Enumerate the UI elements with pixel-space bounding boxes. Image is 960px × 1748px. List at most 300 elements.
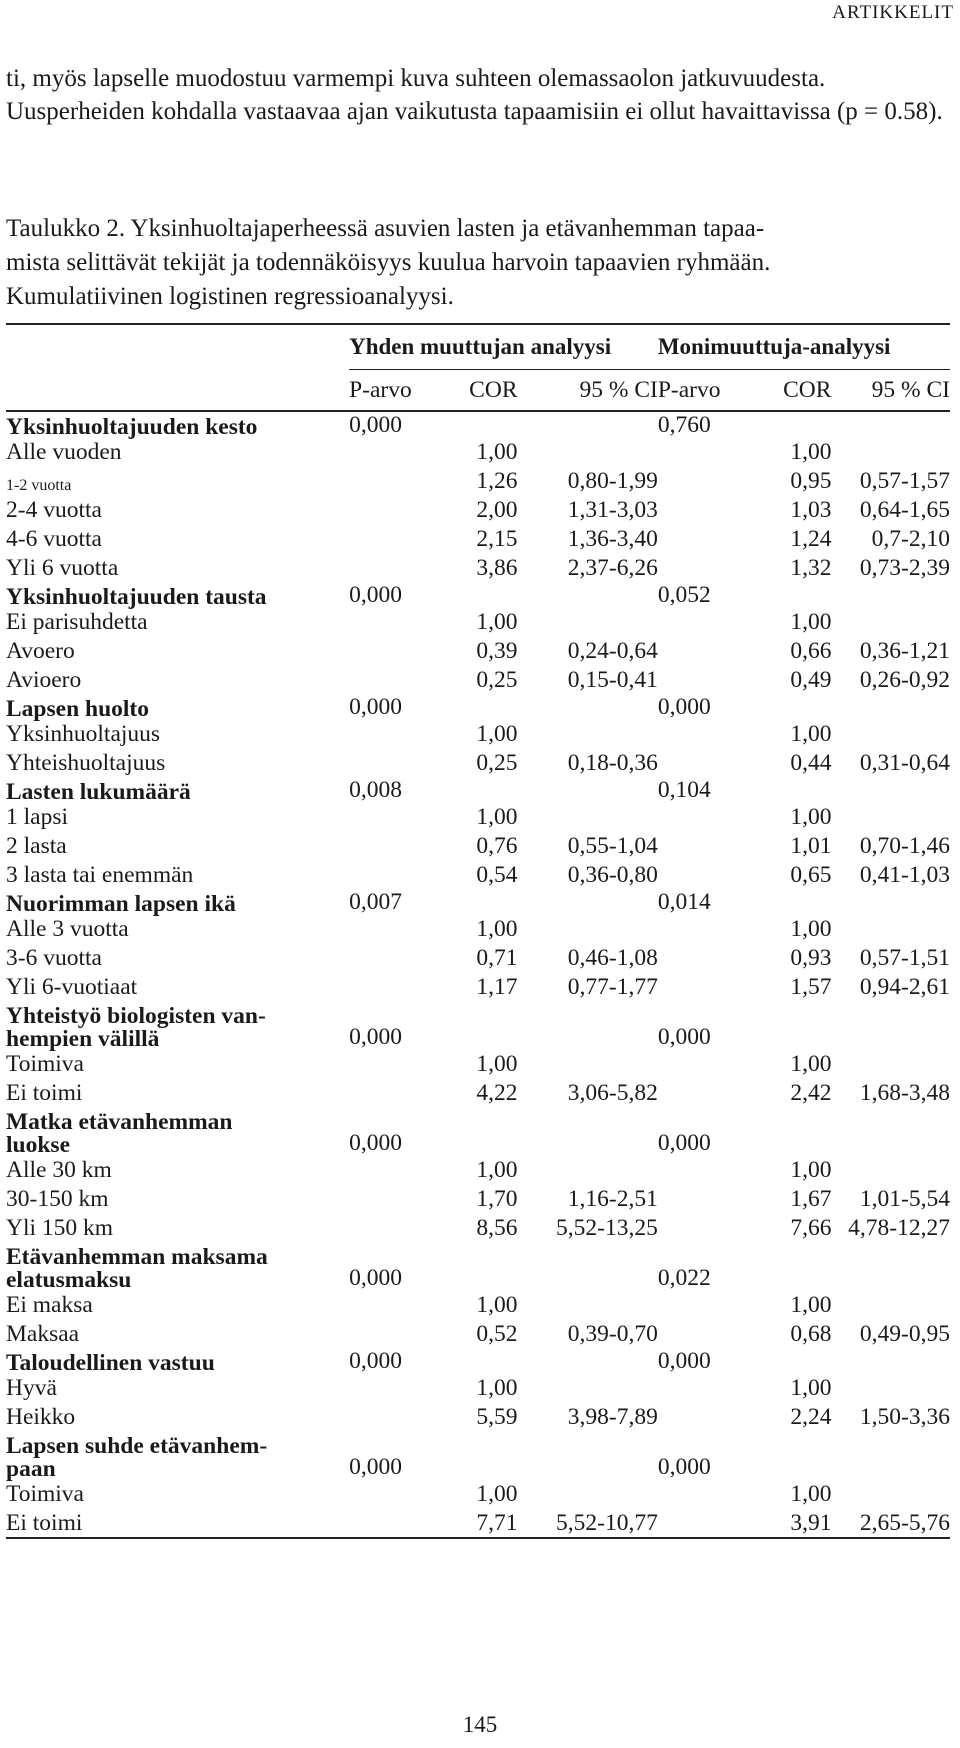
empty-cell	[831, 1107, 950, 1157]
empty-cell	[518, 411, 658, 439]
group-header-multivariate: Monimuuttuja-analyysi	[658, 324, 950, 370]
ci-multi: 0,7-2,10	[871, 526, 950, 552]
table-row	[6, 636, 950, 665]
ci-multi	[831, 1157, 950, 1184]
section-row	[6, 411, 950, 439]
ci-uni: 0,55-1,04	[567, 833, 658, 859]
empty-cell	[753, 582, 831, 609]
section-title-line: paan	[6, 1456, 56, 1482]
cor-multi: 3,91	[753, 1508, 831, 1538]
empty-cell	[658, 831, 754, 860]
table-body	[6, 411, 950, 1538]
ci-multi	[831, 1375, 950, 1402]
empty-cell	[349, 943, 448, 972]
table-row	[6, 439, 950, 466]
section-title: Yksinhuoltajuuden tausta	[6, 584, 267, 610]
cor-multi: 7,66	[790, 1215, 832, 1241]
section-title: Taloudellinen vastuu	[6, 1350, 215, 1376]
empty-cell	[349, 916, 448, 943]
table-row	[6, 860, 950, 889]
empty-cell	[831, 1242, 950, 1292]
ci-multi: 0,73-2,39	[859, 555, 950, 581]
p-value-uni: 0,000	[349, 412, 402, 438]
p-value-uni: 0,000	[349, 1348, 402, 1374]
section-title: Nuorimman lapsen ikä	[6, 891, 236, 917]
section-title: Lapsen huolto	[6, 696, 150, 722]
table-row	[6, 972, 950, 1001]
empty-cell	[518, 1431, 658, 1481]
section-row	[6, 889, 950, 916]
cor-multi: 1,00	[790, 1292, 832, 1318]
empty-cell	[349, 860, 448, 889]
section-tag: ARTIKKELIT	[832, 2, 954, 23]
empty-cell	[658, 804, 754, 831]
empty-cell	[658, 721, 754, 748]
empty-cell	[831, 694, 950, 721]
empty-cell	[831, 1348, 950, 1375]
table-caption	[6, 212, 954, 314]
section-title-line: hempien välillä	[6, 1026, 160, 1052]
table-row	[6, 1184, 950, 1213]
cor-uni: 1,00	[476, 721, 518, 747]
empty-cell	[658, 748, 754, 777]
cor-multi: 1,01	[790, 833, 832, 859]
row-label: 4-6 vuotta	[6, 526, 102, 552]
ci-uni: 1,16-2,51	[567, 1186, 658, 1212]
empty-cell	[349, 636, 448, 665]
ci-uni: 0,24-0,64	[567, 638, 658, 664]
ci-multi: 0,57-1,57	[859, 468, 950, 494]
p-value-uni: 0,000	[349, 1454, 402, 1480]
p-value-multi: 0,022	[657, 1265, 711, 1291]
empty-cell	[518, 889, 658, 916]
cor-multi: 0,65	[790, 862, 832, 888]
cor-multi: 1,00	[790, 1157, 832, 1183]
page-number: 145	[462, 1712, 498, 1737]
table-row	[6, 466, 950, 495]
cor-uni: 0,52	[476, 1321, 518, 1347]
table-row	[6, 553, 950, 582]
ci-uni	[518, 804, 658, 831]
cor-uni: 1,00	[476, 1292, 518, 1318]
empty-cell	[349, 1319, 448, 1348]
empty-cell	[658, 636, 754, 665]
row-label: Alle 30 km	[6, 1157, 112, 1183]
cor-uni: 1,00	[476, 1375, 518, 1401]
row-label: 1 lapsi	[6, 804, 69, 830]
row-label: Ei toimi	[6, 1080, 83, 1106]
row-label: Yli 6 vuotta	[6, 555, 119, 581]
ci-multi: 1,01-5,54	[859, 1186, 950, 1212]
section-row	[6, 1348, 950, 1375]
cor-uni: 1,00	[476, 804, 518, 830]
header-blank	[6, 370, 349, 412]
section-title-line: luokse	[6, 1132, 70, 1158]
empty-cell	[448, 889, 518, 916]
p-value-uni: 0,000	[349, 1024, 402, 1050]
table-row	[6, 1157, 950, 1184]
ci-uni: 1,36-3,40	[567, 526, 658, 552]
empty-cell	[658, 524, 754, 553]
cor-multi: 1,03	[790, 497, 832, 523]
cor-multi: 1,00	[790, 439, 832, 465]
cor-uni: 0,54	[476, 862, 518, 888]
table-row	[6, 524, 950, 553]
cor-uni: 7,71	[448, 1508, 518, 1538]
ci-uni: 1,31-3,03	[567, 497, 658, 523]
cor-multi: 1,00	[790, 1481, 832, 1507]
ci-multi: 0,94-2,61	[859, 974, 950, 1000]
p-value-uni: 0,008	[349, 777, 402, 803]
empty-cell	[349, 495, 448, 524]
cor-multi: 1,24	[790, 526, 832, 552]
ci-multi	[831, 439, 950, 466]
table-row	[6, 1508, 950, 1538]
section-title-line: Etävanhemman maksama	[6, 1244, 268, 1270]
ci-uni	[518, 609, 658, 636]
empty-cell	[658, 439, 754, 466]
empty-cell	[753, 1242, 831, 1292]
ci-multi: 0,31-0,64	[859, 750, 950, 776]
empty-cell	[349, 1184, 448, 1213]
col-header-p-multi: P-arvo	[658, 370, 754, 412]
empty-cell	[448, 1431, 518, 1481]
empty-cell	[658, 665, 754, 694]
empty-cell	[448, 411, 518, 439]
caption-line: Kumulatiivinen logistinen regressioanalyysi.	[6, 283, 454, 310]
row-label: Hyvä	[6, 1375, 57, 1401]
p-value-uni: 0,000	[349, 1130, 402, 1156]
col-header-p-uni: P-arvo	[349, 370, 448, 412]
empty-cell	[658, 466, 754, 495]
col-header-cor-uni: COR	[448, 370, 518, 412]
ci-uni: 0,15-0,41	[567, 667, 658, 693]
empty-cell	[518, 777, 658, 804]
section-row	[6, 1242, 950, 1292]
p-value-uni: 0,000	[349, 1265, 402, 1291]
ci-multi	[831, 721, 950, 748]
ci-multi	[831, 916, 950, 943]
ci-multi: 0,26-0,92	[859, 667, 950, 693]
p-value-multi: 0,000	[657, 1024, 711, 1050]
ci-multi: 0,36-1,21	[859, 638, 950, 664]
empty-cell	[658, 553, 754, 582]
empty-cell	[448, 1001, 518, 1051]
empty-cell	[658, 1078, 754, 1107]
empty-cell	[518, 1348, 658, 1375]
row-label: Heikko	[6, 1404, 76, 1430]
ci-uni	[518, 439, 658, 466]
empty-cell	[658, 1481, 754, 1508]
section-row	[6, 777, 950, 804]
section-title	[6, 1242, 349, 1292]
table-row	[6, 1481, 950, 1508]
p-value-multi: 0,104	[657, 777, 711, 803]
caption-line: Taulukko 2. Yksinhuoltajaperheessä asuvien lasten ja etävanhemman tapaa-	[6, 215, 765, 242]
table-row	[6, 1319, 950, 1348]
empty-cell	[658, 860, 754, 889]
col-header-ci-uni: 95 % CI	[518, 370, 658, 412]
empty-cell	[753, 1348, 831, 1375]
section-title: Yksinhuoltajuuden kesto	[6, 414, 258, 440]
table-row	[6, 1051, 950, 1078]
empty-cell	[518, 694, 658, 721]
empty-cell	[349, 439, 448, 466]
row-label: Avioero	[6, 667, 82, 693]
regression-table	[6, 323, 950, 1539]
empty-cell	[658, 1319, 754, 1348]
empty-cell	[349, 721, 448, 748]
ci-multi: 0,64-1,65	[859, 497, 950, 523]
empty-cell	[658, 1402, 754, 1431]
ci-uni	[518, 1157, 658, 1184]
empty-cell	[349, 524, 448, 553]
cor-uni: 1,00	[476, 1051, 518, 1077]
empty-cell	[831, 411, 950, 439]
row-label: Ei parisuhdetta	[6, 609, 148, 635]
p-value-multi: 0,014	[657, 889, 711, 915]
row-label: 3 lasta tai enemmän	[6, 862, 194, 888]
ci-multi	[831, 804, 950, 831]
cor-multi: 1,00	[790, 916, 832, 942]
cor-multi: 0,44	[790, 750, 832, 776]
p-value-multi: 0,000	[657, 694, 711, 720]
cor-uni: 1,17	[476, 974, 518, 1000]
p-value-multi: 0,052	[657, 582, 711, 608]
empty-cell	[658, 1184, 754, 1213]
ci-uni: 5,52-13,25	[556, 1215, 658, 1241]
cor-uni: 1,26	[476, 468, 518, 494]
empty-cell	[518, 1001, 658, 1051]
row-label: Yli 150 km	[6, 1215, 114, 1241]
section-title	[6, 1107, 349, 1157]
ci-multi: 4,78-12,27	[848, 1215, 950, 1241]
empty-cell	[349, 748, 448, 777]
table-row	[6, 831, 950, 860]
cor-multi: 1,00	[790, 1375, 832, 1401]
ci-multi	[831, 1481, 950, 1508]
section-title	[6, 1431, 349, 1481]
section-row	[6, 1107, 950, 1157]
row-label: Ei toimi	[6, 1508, 349, 1538]
empty-cell	[349, 972, 448, 1001]
cor-multi: 1,00	[790, 804, 832, 830]
ci-multi: 1,68-3,48	[859, 1080, 950, 1106]
empty-cell	[658, 1375, 754, 1402]
table-row	[6, 748, 950, 777]
cor-uni: 3,86	[476, 555, 518, 581]
col-header-ci-multi: 95 % CI	[831, 370, 950, 412]
empty-cell	[831, 777, 950, 804]
cor-multi: 0,66	[790, 638, 832, 664]
table-row	[6, 916, 950, 943]
table-row	[6, 1402, 950, 1431]
p-value-uni: 0,007	[349, 889, 402, 915]
caption-line: mista selittävät tekijät ja todennäköisyys kuulua harvoin tapaavien ryhmään.	[6, 249, 771, 276]
empty-cell	[349, 1078, 448, 1107]
row-label: 2 lasta	[6, 833, 67, 859]
cor-uni: 0,39	[476, 638, 518, 664]
empty-cell	[753, 777, 831, 804]
empty-cell	[658, 495, 754, 524]
empty-cell	[658, 1213, 754, 1242]
ci-multi: 0,49-0,95	[859, 1321, 950, 1347]
row-label: Yhteishuoltajuus	[6, 750, 166, 776]
ci-multi	[831, 609, 950, 636]
table-row	[6, 1213, 950, 1242]
empty-cell	[349, 1402, 448, 1431]
row-label: Yli 6-vuotiaat	[6, 974, 138, 1000]
empty-cell	[518, 582, 658, 609]
empty-cell	[448, 694, 518, 721]
p-value-multi: 0,000	[657, 1348, 711, 1374]
cor-uni: 0,25	[476, 667, 518, 693]
row-label: 2-4 vuotta	[6, 497, 102, 523]
intro-text: ti, myös lapselle muodostuu varmempi kuva suhteen olemassaolon jatkuvuudesta. Uusperheiden kohdalla vastaavaa ajan vaikutusta tapaamisiin ei ollut havaittavissa (p = 0.58).	[6, 65, 943, 125]
intro-paragraph	[6, 62, 954, 128]
ci-uni: 0,36-0,80	[567, 862, 658, 888]
section-row	[6, 1431, 950, 1481]
ci-uni	[518, 1051, 658, 1078]
empty-cell	[753, 889, 831, 916]
section-title-line: Matka etävanhemman	[6, 1109, 233, 1135]
p-value-multi: 0,000	[657, 1454, 711, 1480]
cor-uni: 1,00	[476, 1481, 518, 1507]
p-value-multi: 0,000	[657, 1130, 711, 1156]
empty-cell	[349, 1213, 448, 1242]
cor-multi: 0,93	[790, 945, 832, 971]
empty-cell	[753, 1431, 831, 1481]
col-header-cor-multi: COR	[753, 370, 831, 412]
section-row	[6, 694, 950, 721]
table-row	[6, 1078, 950, 1107]
empty-cell	[349, 609, 448, 636]
cor-multi: 2,24	[790, 1404, 832, 1430]
table-row	[6, 609, 950, 636]
row-label: Alle vuoden	[6, 439, 122, 465]
ci-multi: 2,65-5,76	[831, 1508, 950, 1538]
table-row	[6, 495, 950, 524]
row-label: Yksinhuoltajuus	[6, 721, 161, 747]
ci-uni: 3,06-5,82	[567, 1080, 658, 1106]
empty-cell	[658, 1051, 754, 1078]
empty-cell	[658, 972, 754, 1001]
empty-cell	[658, 1157, 754, 1184]
table-row	[6, 943, 950, 972]
p-value-uni: 0,000	[349, 694, 402, 720]
empty-cell	[349, 1292, 448, 1319]
empty-cell	[349, 665, 448, 694]
row-label: 3-6 vuotta	[6, 945, 102, 971]
empty-cell	[753, 694, 831, 721]
cor-multi: 1,67	[790, 1186, 832, 1212]
cor-multi: 1,32	[790, 555, 832, 581]
cor-uni: 8,56	[476, 1215, 518, 1241]
ci-uni: 0,80-1,99	[567, 468, 658, 494]
row-label: Avoero	[6, 638, 75, 664]
empty-cell	[658, 943, 754, 972]
empty-cell	[448, 1348, 518, 1375]
empty-cell	[349, 553, 448, 582]
empty-cell	[349, 1157, 448, 1184]
cor-uni: 1,70	[476, 1186, 518, 1212]
ci-uni: 0,18-0,36	[567, 750, 658, 776]
empty-cell	[753, 411, 831, 439]
ci-uni: 0,77-1,77	[567, 974, 658, 1000]
empty-cell	[831, 582, 950, 609]
ci-uni: 2,37-6,26	[567, 555, 658, 581]
section-title-line: Lapsen suhde etävanhem-	[6, 1433, 268, 1459]
empty-cell	[448, 1107, 518, 1157]
cor-multi: 0,68	[790, 1321, 832, 1347]
empty-cell	[658, 609, 754, 636]
cor-uni: 5,59	[476, 1404, 518, 1430]
ci-multi: 0,57-1,51	[859, 945, 950, 971]
ci-uni	[518, 1292, 658, 1319]
empty-cell	[349, 1508, 448, 1538]
empty-cell	[349, 1375, 448, 1402]
empty-cell	[831, 1001, 950, 1051]
empty-cell	[349, 804, 448, 831]
cor-multi: 1,57	[790, 974, 832, 1000]
ci-multi: 0,70-1,46	[859, 833, 950, 859]
cor-uni: 2,15	[476, 526, 518, 552]
empty-cell	[518, 1107, 658, 1157]
empty-cell	[448, 582, 518, 609]
row-label: Toimiva	[6, 1051, 84, 1077]
empty-cell	[753, 1001, 831, 1051]
group-header-univariate: Yhden muuttujan analyysi	[349, 324, 658, 370]
ci-multi	[831, 1292, 950, 1319]
ci-uni	[518, 721, 658, 748]
section-title: Lasten lukumäärä	[6, 779, 191, 805]
cor-uni: 1,00	[476, 916, 518, 942]
empty-cell	[658, 916, 754, 943]
table-row	[6, 665, 950, 694]
table-row	[6, 1375, 950, 1402]
cor-uni: 0,71	[476, 945, 518, 971]
empty-cell	[448, 1242, 518, 1292]
ci-uni	[518, 916, 658, 943]
empty-cell	[658, 1292, 754, 1319]
table-row	[6, 804, 950, 831]
section-title-line: elatusmaksu	[6, 1267, 132, 1293]
cor-uni: 1,00	[476, 609, 518, 635]
empty-cell	[349, 1051, 448, 1078]
cor-uni: 4,22	[476, 1080, 518, 1106]
cor-multi: 0,95	[790, 468, 832, 494]
empty-cell	[658, 1508, 754, 1538]
row-label: 30-150 km	[6, 1186, 109, 1212]
cor-uni: 1,00	[476, 439, 518, 465]
group-header-row	[6, 324, 950, 370]
empty-cell	[831, 889, 950, 916]
ci-uni: 0,46-1,08	[567, 945, 658, 971]
ci-uni: 3,98-7,89	[567, 1404, 658, 1430]
row-label: Alle 3 vuotta	[6, 916, 129, 942]
header-blank	[6, 324, 349, 370]
cor-multi: 1,00	[790, 721, 832, 747]
p-value-multi: 0,760	[657, 412, 711, 438]
section-row	[6, 582, 950, 609]
empty-cell	[518, 1242, 658, 1292]
column-header-row	[6, 370, 950, 412]
ci-multi: 0,41-1,03	[859, 862, 950, 888]
section-title-line: Yhteistyö biologisten van-	[6, 1003, 266, 1029]
row-label: Toimiva	[6, 1481, 84, 1507]
row-label: Ei maksa	[6, 1292, 93, 1318]
cor-uni: 0,25	[476, 750, 518, 776]
